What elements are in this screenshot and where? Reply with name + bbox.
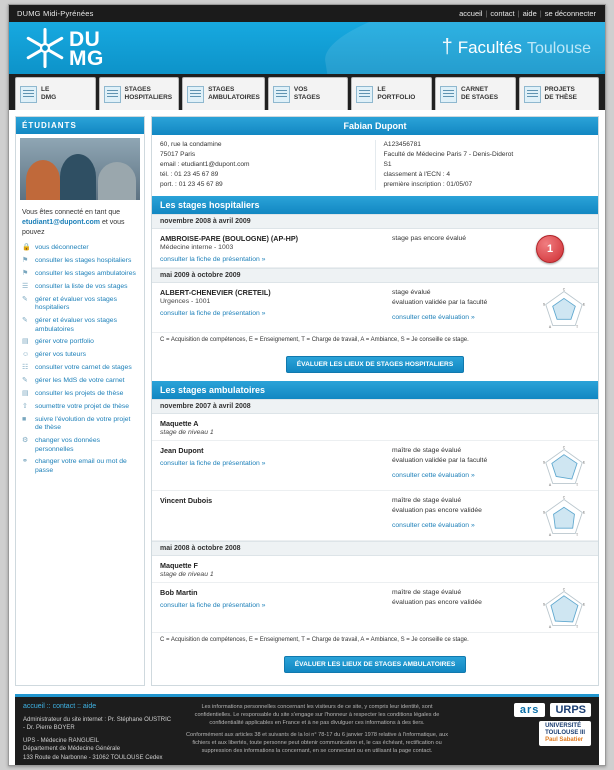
svg-text:C: C bbox=[562, 588, 566, 592]
sidebar bbox=[15, 116, 145, 686]
table-row bbox=[152, 229, 598, 268]
svg-text:A: A bbox=[548, 533, 552, 536]
status-text: stage pas encore évalué bbox=[392, 235, 467, 242]
svg-text:E: E bbox=[582, 460, 586, 465]
status-validation: évaluation validée par la faculté bbox=[392, 299, 488, 306]
urps-logo: URPS bbox=[550, 703, 591, 717]
status-validation: évaluation pas encore validée bbox=[392, 507, 482, 514]
radar-chart-icon bbox=[542, 288, 586, 328]
edit-icon: ✎ bbox=[22, 295, 28, 303]
list-icon: ☰ bbox=[22, 282, 29, 290]
status-text: maître de stage évalué bbox=[392, 447, 462, 454]
nav-item-stages-hospitaliers[interactable] bbox=[99, 77, 180, 110]
svg-text:S: S bbox=[542, 510, 546, 515]
logged-in-user: etudiant1@dupont.com bbox=[22, 219, 100, 226]
svg-text:C: C bbox=[562, 496, 566, 500]
ambulatory-button-row bbox=[152, 649, 598, 681]
notebook-icon: ☷ bbox=[22, 364, 29, 372]
nav-label: LE PORTFOLIO bbox=[377, 86, 416, 101]
pencil-icon: ✎ bbox=[22, 377, 28, 385]
site-name: DUMG Midi-Pyrénées bbox=[17, 9, 94, 18]
settings-icon: ⚙ bbox=[22, 437, 29, 445]
sidebar-item-donnees-personnelles[interactable]: ⚙ changer vos données personnelles bbox=[22, 437, 100, 453]
portfolio-icon bbox=[356, 86, 373, 103]
maquette-row bbox=[152, 414, 598, 441]
status-validation: évaluation pas encore validée bbox=[392, 599, 482, 606]
sidebar-item-consulter-stages-ambulatoires[interactable]: ⚑ consulter les stages ambulatoires bbox=[22, 269, 136, 277]
svg-text:A: A bbox=[548, 625, 552, 628]
ups-line-1: UNIVERSITÉ bbox=[545, 723, 582, 729]
logo-line-1: DU bbox=[69, 28, 101, 51]
key-icon: ⚭ bbox=[22, 458, 28, 466]
nav-label: CARNET DE STAGES bbox=[460, 86, 499, 101]
identity-contact bbox=[152, 140, 375, 190]
nav-label: VOS STAGES bbox=[293, 86, 321, 101]
page-title: Fabian Dupont bbox=[152, 117, 598, 135]
medical-cross-icon: † bbox=[441, 36, 453, 58]
sidebar-item-logout[interactable]: 🔒 vous déconnecter bbox=[22, 244, 89, 252]
table-row bbox=[152, 283, 598, 333]
legal-paragraph-2: Conformément aux articles 38 et suivants de la loi n° 78-17 du 6 janvier 1978 relative à l'informatique, aux fichiers et aux libertés, toute personne peut obtenir communication et, le cas échéant, rectification ou suppression des informations la concernant, en se connectant ou en utilisant la page contact. bbox=[185, 732, 448, 754]
table-row bbox=[152, 491, 598, 541]
maquette-row bbox=[152, 556, 598, 583]
nav-label: LE DMG bbox=[41, 86, 57, 101]
svg-text:C: C bbox=[562, 446, 566, 450]
ambulatory-icon: ⚑ bbox=[22, 269, 29, 277]
ambulatory-icon bbox=[187, 86, 204, 103]
presentation-link[interactable]: consulter la fiche de présentation » bbox=[160, 310, 266, 317]
dumg-star-logo-icon bbox=[23, 26, 67, 70]
sidebar-menu[interactable] bbox=[16, 240, 144, 484]
internship-name: AMBROISE-PARE (BOULOGNE) (AP-HP) bbox=[160, 234, 299, 243]
university-logo bbox=[539, 721, 591, 746]
student-number: A123456781 bbox=[383, 141, 421, 148]
browser-frame bbox=[8, 4, 606, 766]
radar-chart-icon bbox=[542, 588, 586, 628]
user-icon: ☺ bbox=[22, 351, 30, 359]
section-title-hospital: Les stages hospitaliers bbox=[152, 196, 598, 214]
footer-address-2: Département de Médecine Générale bbox=[23, 746, 121, 752]
section-title-ambulatory: Les stages ambulatoires bbox=[152, 381, 598, 399]
status-text: maître de stage évalué bbox=[392, 497, 462, 504]
sidebar-item-soumettre-projet-these[interactable]: ⇧ soumettre votre projet de thèse bbox=[22, 402, 130, 410]
notebook-icon bbox=[440, 86, 457, 103]
hospital-button-row bbox=[152, 349, 598, 381]
lock-icon: 🔒 bbox=[22, 244, 31, 252]
book-icon bbox=[20, 86, 37, 103]
sidebar-item-liste-stages[interactable]: ☰ consulter la liste de vos stages bbox=[22, 282, 128, 290]
chart-icon: ■ bbox=[22, 415, 27, 423]
svg-text:S: S bbox=[542, 602, 546, 607]
nav-label: STAGES HOSPITALIERS bbox=[124, 86, 173, 101]
status-badge: 1 bbox=[536, 235, 564, 263]
footer-contact bbox=[23, 703, 173, 764]
identity-academic bbox=[375, 140, 599, 190]
footer-address-1: UPS - Médecine RANGUEIL bbox=[23, 737, 100, 744]
radar-chart-icon bbox=[542, 446, 586, 486]
nav-item-stages-ambulatoires[interactable] bbox=[182, 77, 265, 110]
link-aide[interactable]: aide bbox=[522, 9, 537, 18]
faculty-name: Faculté de Médecine Paris 7 - Denis-Diderot bbox=[383, 151, 514, 158]
internship-speciality: Urgences - 1001 bbox=[160, 298, 211, 305]
logo-text bbox=[69, 30, 104, 68]
page-body bbox=[9, 110, 605, 686]
sidebar-item-carnet-de-stages[interactable]: ☷ consulter votre carnet de stages bbox=[22, 364, 132, 372]
svg-text:S: S bbox=[542, 460, 546, 465]
maquette-name: Maquette A bbox=[160, 419, 199, 428]
address-line-2: 75017 Paris bbox=[160, 151, 196, 158]
table-row bbox=[152, 583, 598, 633]
sidebar-item-gerer-stages-hospitaliers[interactable]: ✎ gérer et évaluer vos stages hospitaliers bbox=[22, 295, 117, 312]
evaluation-link[interactable]: consulter cette évaluation » bbox=[392, 522, 475, 529]
semester: S1 bbox=[383, 161, 392, 168]
evaluate-hospital-button[interactable]: ÉVALUER LES LIEUX DE STAGES HOSPITALIERS bbox=[286, 356, 464, 373]
sidebar-item-gerer-stages-ambulatoires[interactable]: ✎ gérer et évaluer vos stages ambulatoires bbox=[22, 317, 117, 333]
link-contact[interactable]: contact bbox=[490, 9, 515, 18]
internship-name: ALBERT-CHENEVIER (CRETEIL) bbox=[160, 288, 271, 297]
footer-links[interactable]: accueil :: contact :: aide bbox=[23, 703, 97, 710]
first-registration: première inscription : 01/05/07 bbox=[383, 181, 473, 188]
supervisor-name: Jean Dupont bbox=[160, 446, 204, 455]
svg-text:T: T bbox=[575, 625, 579, 628]
ups-line-2: TOULOUSE III bbox=[545, 730, 585, 736]
ups-line-3: Paul Sabatier bbox=[545, 737, 584, 743]
sidebar-item-consulter-stages-hospitaliers[interactable]: ⚑ consulter les stages hospitaliers bbox=[22, 257, 132, 265]
status-text: stage évalué bbox=[392, 289, 431, 296]
faculty-word-2: Toulouse bbox=[526, 40, 591, 57]
supervisor-name: Vincent Dubois bbox=[160, 496, 213, 505]
nav-item-projets-de-these[interactable] bbox=[519, 77, 600, 110]
presentation-link[interactable]: consulter la fiche de présentation » bbox=[160, 256, 266, 263]
sidebar-item-gerer-mds[interactable]: ✎ gérer les MdS de votre carnet bbox=[22, 377, 125, 385]
evaluate-ambulatory-button[interactable]: ÉVALUER LES LIEUX DE STAGES AMBULATOIRES bbox=[284, 656, 466, 673]
hospital-icon bbox=[104, 86, 121, 103]
svg-text:S: S bbox=[542, 302, 546, 307]
presentation-link[interactable]: consulter la fiche de présentation » bbox=[160, 460, 266, 467]
sidebar-title: ÉTUDIANTS bbox=[16, 117, 144, 134]
phone-line: tél. : 01 23 45 67 89 bbox=[160, 171, 219, 178]
sidebar-item-email-mot-de-passe[interactable]: ⚭ changer votre email ou mot de passe bbox=[22, 458, 127, 474]
footer-admin: Administrateur du site internet : Pr. Stéphane OUSTRIC - Dr. Pierre BOYER bbox=[23, 716, 172, 731]
supervisor-name: Bob Martin bbox=[160, 588, 198, 597]
main-content bbox=[151, 116, 599, 686]
legal-paragraph-1: Les informations personnelles concernant les visiteurs de ce site, y compris leur identité, sont confidentielles. Le responsable du site s'engage sur l'honneur à respecter les conditions légales de confidentialité applicables en France et à ne pas divulguer ces informations à des tiers. bbox=[194, 704, 440, 726]
table-row bbox=[152, 441, 598, 491]
ecn-rank: classement à l'ECN : 4 bbox=[383, 171, 450, 178]
evaluation-link[interactable]: consulter cette évaluation » bbox=[392, 314, 475, 321]
status-text: maître de stage évalué bbox=[392, 589, 462, 596]
student-identity bbox=[152, 135, 598, 196]
svg-text:T: T bbox=[575, 533, 579, 536]
sidebar-welcome: Vous êtes connecté en tant que etudiant1@dupont.com et vous pouvez bbox=[22, 209, 125, 236]
svg-text:T: T bbox=[575, 483, 579, 486]
maquette-level: stage de niveau 1 bbox=[160, 571, 214, 578]
svg-text:A: A bbox=[548, 325, 552, 328]
students-photo bbox=[20, 138, 140, 200]
folder-icon: ▤ bbox=[22, 338, 29, 346]
svg-text:E: E bbox=[582, 602, 586, 607]
nav-item-vos-stages[interactable] bbox=[268, 77, 349, 110]
top-bar bbox=[9, 5, 605, 22]
address-line-1: 60, rue la condamine bbox=[160, 141, 222, 148]
nav-item-le-dmg[interactable] bbox=[15, 77, 96, 110]
doc-icon: ▤ bbox=[22, 389, 29, 397]
sidebar-item-portfolio[interactable]: ▤ gérer votre portfolio bbox=[22, 338, 94, 346]
presentation-link[interactable]: consulter la fiche de présentation » bbox=[160, 602, 266, 609]
maquette-name: Maquette F bbox=[160, 561, 198, 570]
radar-chart-icon bbox=[542, 496, 586, 536]
faculty-title bbox=[442, 36, 591, 59]
logo-line-2: MG bbox=[69, 47, 104, 70]
period-label: mai 2008 à octobre 2008 bbox=[152, 541, 598, 556]
email-line: email : etudiant1@dupont.com bbox=[160, 161, 250, 168]
period-label: novembre 2007 à avril 2008 bbox=[152, 399, 598, 414]
sidebar-item-consulter-projets-these[interactable]: ▤ consulter les projets de thèse bbox=[22, 389, 124, 397]
svg-text:E: E bbox=[582, 302, 586, 307]
main-navigation[interactable] bbox=[9, 74, 605, 110]
nav-item-carnet-de-stages[interactable] bbox=[435, 77, 516, 110]
faculty-word-1: Facultés bbox=[457, 38, 522, 57]
ars-logo: ars bbox=[514, 703, 546, 717]
top-bar-links[interactable]: accueil | contact | aide | se déconnecter bbox=[459, 9, 596, 18]
sidebar-item-suivre-projet-these[interactable]: ■ suivre l'évolution de votre projet de thèse bbox=[22, 415, 131, 432]
svg-text:E: E bbox=[582, 510, 586, 515]
svg-text:C: C bbox=[562, 288, 566, 292]
evaluation-link[interactable]: consulter cette évaluation » bbox=[392, 472, 475, 479]
status-validation: évaluation validée par la faculté bbox=[392, 457, 488, 464]
svg-text:A: A bbox=[548, 483, 552, 486]
nav-label: STAGES AMBULATOIRES bbox=[208, 86, 260, 101]
internship-speciality: Médecine interne - 1003 bbox=[160, 244, 234, 251]
site-footer bbox=[15, 694, 599, 766]
footer-address-3: 133 Route de Narbonne - 31062 TOULOUSE Cedex bbox=[23, 754, 163, 761]
nav-item-portfolio[interactable] bbox=[351, 77, 432, 110]
period-label: mai 2009 à octobre 2009 bbox=[152, 268, 598, 283]
thesis-icon bbox=[524, 86, 541, 103]
mobile-line: port. : 01 23 45 67 89 bbox=[160, 181, 223, 188]
period-label: novembre 2008 à avril 2009 bbox=[152, 214, 598, 229]
footer-logos bbox=[461, 703, 591, 764]
list-icon bbox=[273, 86, 290, 103]
edit-icon: ✎ bbox=[22, 317, 28, 325]
nav-label: PROJETS DE THÈSE bbox=[544, 86, 578, 101]
upload-icon: ⇧ bbox=[22, 402, 28, 410]
link-accueil[interactable]: accueil bbox=[459, 9, 483, 18]
svg-text:T: T bbox=[575, 325, 579, 328]
hospital-icon: ⚑ bbox=[22, 257, 29, 265]
link-logout[interactable]: se déconnecter bbox=[544, 9, 596, 18]
footer-legal bbox=[181, 703, 453, 764]
sidebar-item-tuteurs[interactable]: ☺ gérer vos tuteurs bbox=[22, 351, 86, 359]
site-header bbox=[9, 22, 605, 74]
radar-legend: C = Acquisition de compétences, E = Enseignement, T = Charge de travail, A = Ambiance, S = Je conseille ce stage. bbox=[160, 637, 469, 643]
maquette-level: stage de niveau 1 bbox=[160, 429, 214, 436]
radar-legend: C = Acquisition de compétences, E = Enseignement, T = Charge de travail, A = Ambiance, S = Je conseille ce stage. bbox=[160, 337, 469, 343]
